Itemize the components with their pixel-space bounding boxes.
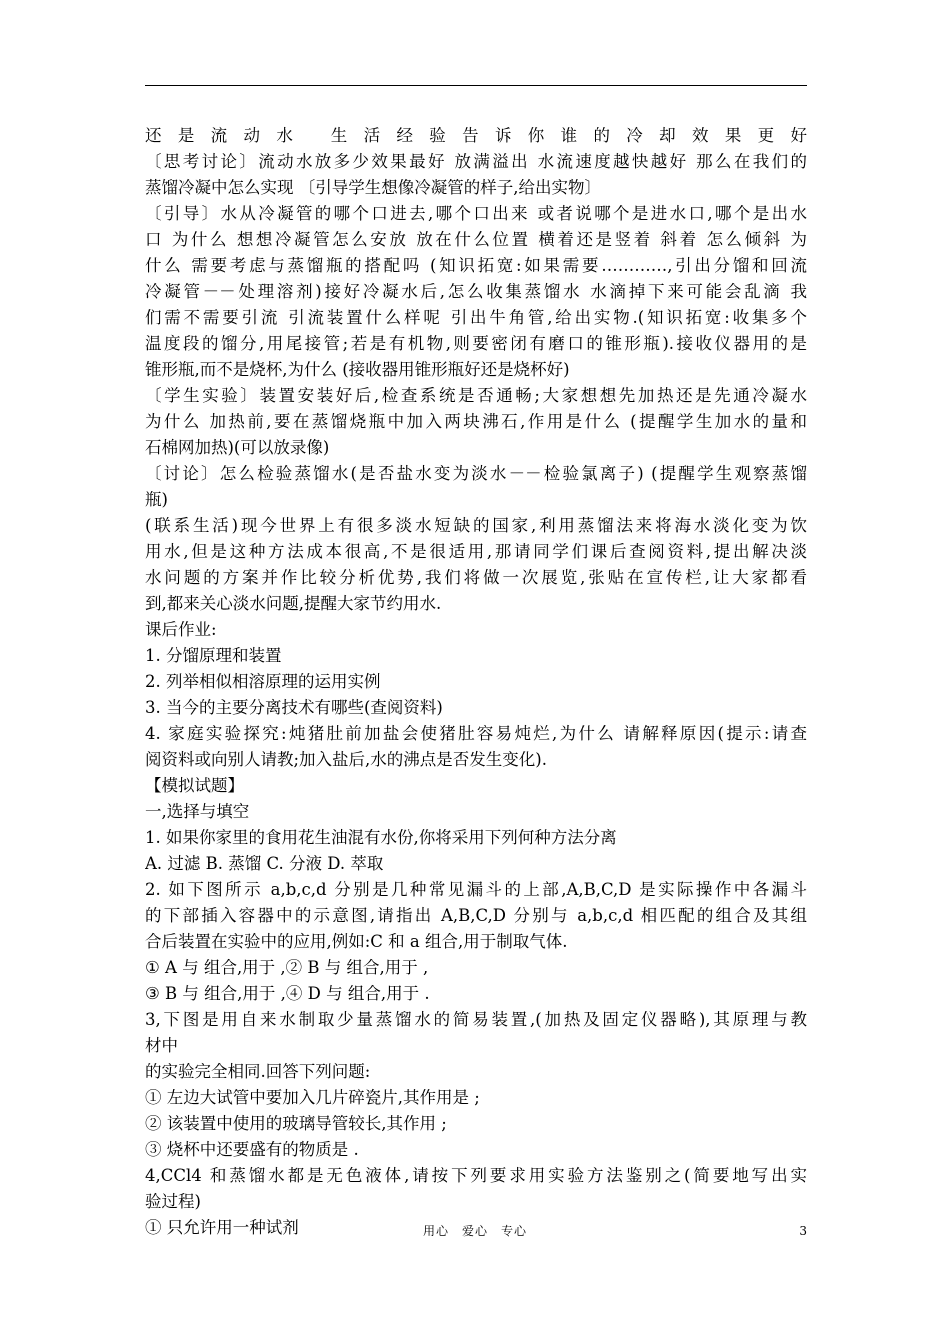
text-line: 冷凝管－－处理溶剂)接好冷凝水后,怎么收集蒸馏水 水滴掉下来可能会乱滴 我 [145,282,807,301]
text-line: 3. 当今的主要分离技术有哪些(查阅资料) [145,698,443,717]
text-line: 一,选择与填空 [145,802,250,821]
text-line: 石棉网加热)(可以放录像) [145,438,330,457]
header-rule [145,85,807,86]
text-line: (联系生活)现今世界上有很多淡水短缺的国家,利用蒸馏法来将海水淡化变为饮 [145,516,807,535]
text-line: ① A 与 组合,用于 ,② B 与 组合,用于 , [145,958,429,977]
text-line: ② 该装置中使用的玻璃导管较长,其作用 ; [145,1114,447,1133]
text-line: 水问题的方案并作比较分析优势,我们将做一次展览,张贴在宣传栏,让大家都看 [145,568,807,587]
page-number: 3 [799,1224,807,1238]
text-line: 课后作业: [145,620,217,639]
text-line: 2. 列举相似相溶原理的运用实例 [145,672,381,691]
document-body [145,123,807,1241]
text-line: 的下部插入容器中的示意图,请指出 A,B,C,D 分别与 a,b,c,d 相匹配的组合及其组 [145,906,807,925]
text-line: 合后装置在实验中的应用,例如:C 和 a 组合,用于制取气体. [145,932,568,951]
text-line: 什么 需要考虑与蒸馏瓶的搭配吗 (知识拓宽:如果需要…………,引出分馏和回流 [145,256,807,275]
text-line: 温度段的馏分,用尾接管;若是有机物,则要密闭有磨口的锥形瓶).接收仪器用的是 [145,334,807,353]
text-line: 〔学生实验〕装置安装好后,检查系统是否通畅;大家想想先加热还是先通冷凝水 [145,386,807,405]
text-line: 3,下图是用自来水制取少量蒸馏水的简易装置,(加热及固定仪器略),其原理与教 [145,1010,807,1029]
text-line: 锥形瓶,而不是烧杯,为什么 (接收器用锥形瓶好还是烧杯好) [145,360,570,379]
text-line: 到,都来关心淡水问题,提醒大家节约用水. [145,594,442,613]
text-line: 〔引导〕水从冷凝管的哪个口进去,哪个口出来 或者说哪个是进水口,哪个是出水 [145,204,807,223]
page-footer-motto: 用心 爱心 专心 [422,1224,527,1238]
text-line: 用水,但是这种方法成本很高,不是很适用,那请同学们课后查阅资料,提出解决淡 [145,542,807,561]
text-line: 们需不需要引流 引流装置什么样呢 引出牛角管,给出实物.(知识拓宽:收集多个 [145,308,807,327]
text-line: 4,CCl4 和蒸馏水都是无色液体,请按下列要求用实验方法鉴别之(简要地写出实 [145,1166,807,1185]
text-line: 蒸馏冷凝中怎么实现 〔引导学生想像冷凝管的样子,给出实物〕 [145,178,601,197]
text-line: 〔思考讨论〕流动水放多少效果最好 放满溢出 水流速度越快越好 那么在我们的 [145,152,807,171]
text-line: 口 为什么 想想冷凝管怎么安放 放在什么位置 横着还是竖着 斜着 怎么倾斜 为 [145,230,807,249]
text-line: 4. 家庭实验探究:炖猪肚前加盐会使猪肚容易炖烂,为什么 请解释原因(提示:请查 [145,724,807,743]
text-line: 1. 如果你家里的食用花生油混有水份,你将采用下列何种方法分离 [145,828,617,847]
text-line: 验过程) [145,1192,201,1211]
text-line: 瓶) [145,490,168,509]
text-line: 的实验完全相同.回答下列问题: [145,1062,371,1081]
text-line: A. 过滤 B. 蒸馏 C. 分液 D. 萃取 [145,854,384,873]
text-line: 为什么 加热前,要在蒸馏烧瓶中加入两块沸石,作用是什么 (提醒学生加水的量和 [145,412,807,431]
text-line: 2. 如下图所示 a,b,c,d 分别是几种常见漏斗的上部,A,B,C,D 是实际操作中各漏斗 [145,880,807,899]
text-line: 1. 分馏原理和装置 [145,646,282,665]
text-line: 阅资料或向别人请教;加入盐后,水的沸点是否发生变化). [145,750,547,769]
text-line: ① 只允许用一种试剂 [145,1218,299,1237]
text-line: 还是流动水 生活经验告诉你谁的冷却效果更好 [145,126,807,145]
text-line: 〔讨论〕怎么检验蒸馏水(是否盐水变为淡水－－检验氯离子) (提醒学生观察蒸馏 [145,464,807,483]
section-heading: 【模拟试题】 [145,776,244,795]
text-line: 材中 [145,1036,178,1055]
text-line: ① 左边大试管中要加入几片碎瓷片,其作用是 ; [145,1088,480,1107]
text-line: ③ 烧杯中还要盛有的物质是 . [145,1140,359,1159]
text-line: ③ B 与 组合,用于 ,④ D 与 组合,用于 . [145,984,430,1003]
